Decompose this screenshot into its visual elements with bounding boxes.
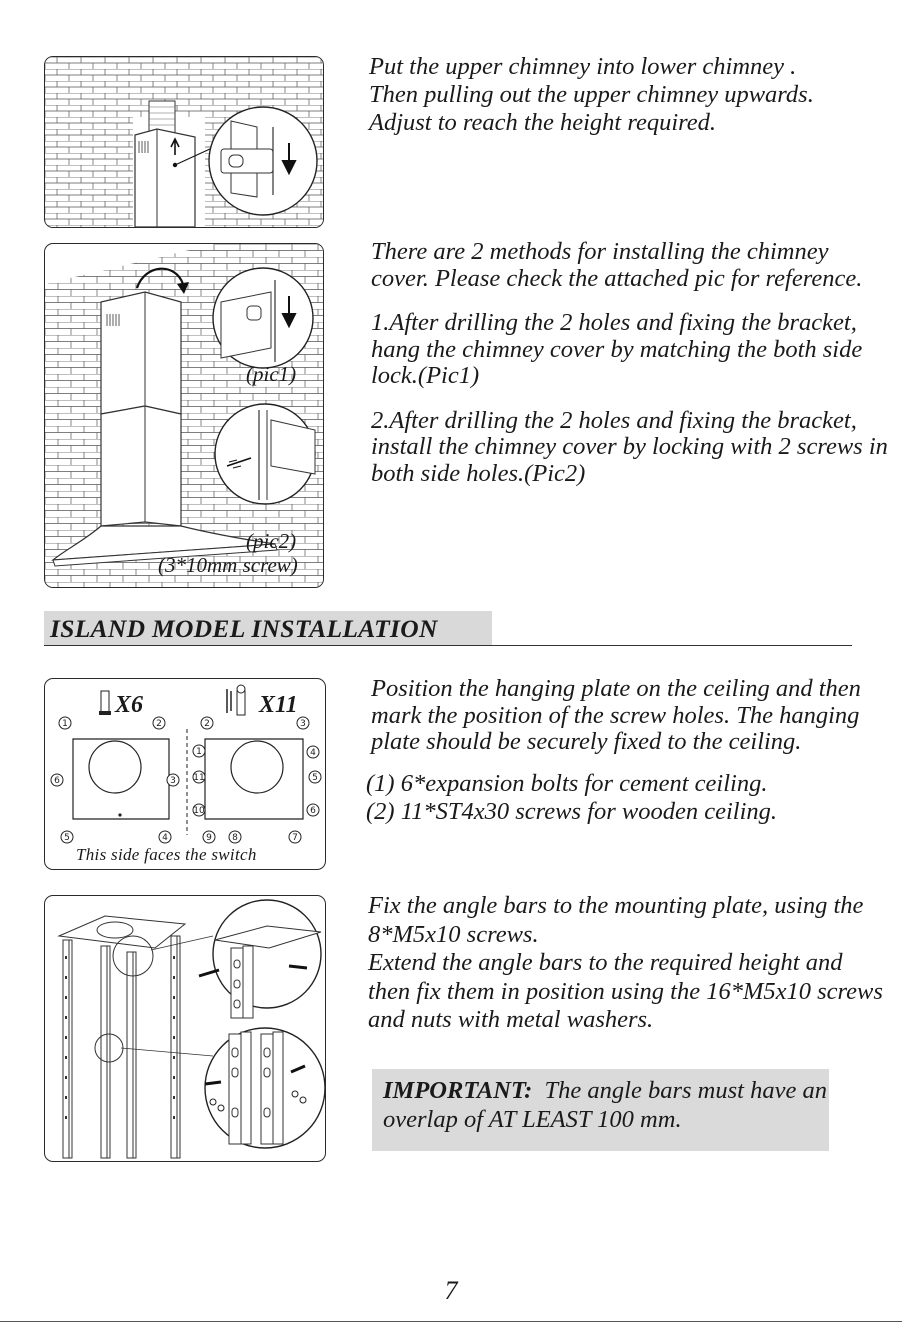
important-note: [383, 1076, 828, 1134]
step1-line: Adjust to reach the height required.: [369, 109, 717, 136]
section-title: ISLAND MODEL INSTALLATION: [50, 614, 438, 643]
plate-number: 3: [170, 776, 176, 786]
illustration-upper-chimney: [44, 56, 324, 228]
page-number: 7: [444, 1276, 458, 1305]
plate-number: 3: [300, 719, 306, 729]
plate-number: 1: [196, 747, 202, 757]
plate-number: 4: [310, 748, 316, 758]
plate-number: 6: [310, 806, 316, 816]
illustration-angle-bars: [44, 895, 326, 1162]
plate-number: 2: [156, 719, 162, 729]
step3-option: (2) 11*ST4x30 screws for wooden ceiling.: [366, 797, 778, 825]
plate-number: 4: [162, 833, 168, 843]
important-text: The angle bars must have an overlap of AT LEAST 100 mm.: [383, 1077, 827, 1133]
bolt-count-label: X6: [115, 692, 144, 718]
step4-text1: Fix the angle bars to the mounting plate, using the 8*M5x10 screws.: [368, 892, 864, 948]
step3-text: Position the hanging plate on the ceiling and then mark the position of the screw holes. The hanging plate should be securely fixed to the ceiling.: [371, 675, 861, 755]
plate-number: 2: [204, 719, 210, 729]
bottom-divider: [0, 1321, 902, 1322]
screw-size-label: (3*10mm screw): [158, 553, 298, 577]
important-label: IMPORTANT:: [383, 1077, 533, 1104]
step4-text2: Extend the angle bars to the required height and then fix them in position using the 16*M5x10 screws and nuts with metal washers.: [368, 949, 883, 1033]
step3-option: (1) 6*expansion bolts for cement ceiling.: [366, 769, 768, 797]
plate-number: 9: [206, 833, 212, 843]
switch-side-caption: This side faces the switch: [76, 845, 257, 864]
step1-line: Then pulling out the upper chimney upwards.: [369, 81, 814, 108]
plate-number: 8: [232, 833, 238, 843]
plate-number: 11: [193, 773, 205, 783]
step3-instructions: [366, 675, 891, 826]
step1-line: Put the upper chimney into lower chimney .: [369, 53, 797, 80]
plate-number: 10: [193, 806, 205, 816]
pic2-label: (pic2): [246, 529, 297, 553]
pic1-label: (pic1): [246, 362, 297, 386]
plate-number: 7: [292, 833, 298, 843]
section-divider: [44, 645, 852, 646]
plate-number: 6: [54, 776, 60, 786]
screw-count-label: X11: [259, 692, 298, 718]
plate-number: 5: [312, 773, 318, 783]
plate-number: 1: [62, 719, 68, 729]
step2-method1: 1.After drilling the 2 holes and fixing the bracket, hang the chimney cover by matching the both side lock.(Pic1): [371, 309, 863, 389]
step2-method2: 2.After drilling the 2 holes and fixing the bracket, install the chimney cover by locking with 2 screws in both side holes.(Pic2): [371, 406, 888, 487]
step1-instructions: [369, 53, 889, 137]
step2-instructions: [371, 239, 891, 505]
step4-instructions: [368, 892, 888, 1035]
step3-options: [366, 770, 891, 826]
step2-intro: There are 2 methods for installing the chimney cover. Please check the attached pic for reference.: [371, 238, 863, 292]
plate-number: 5: [64, 833, 70, 843]
